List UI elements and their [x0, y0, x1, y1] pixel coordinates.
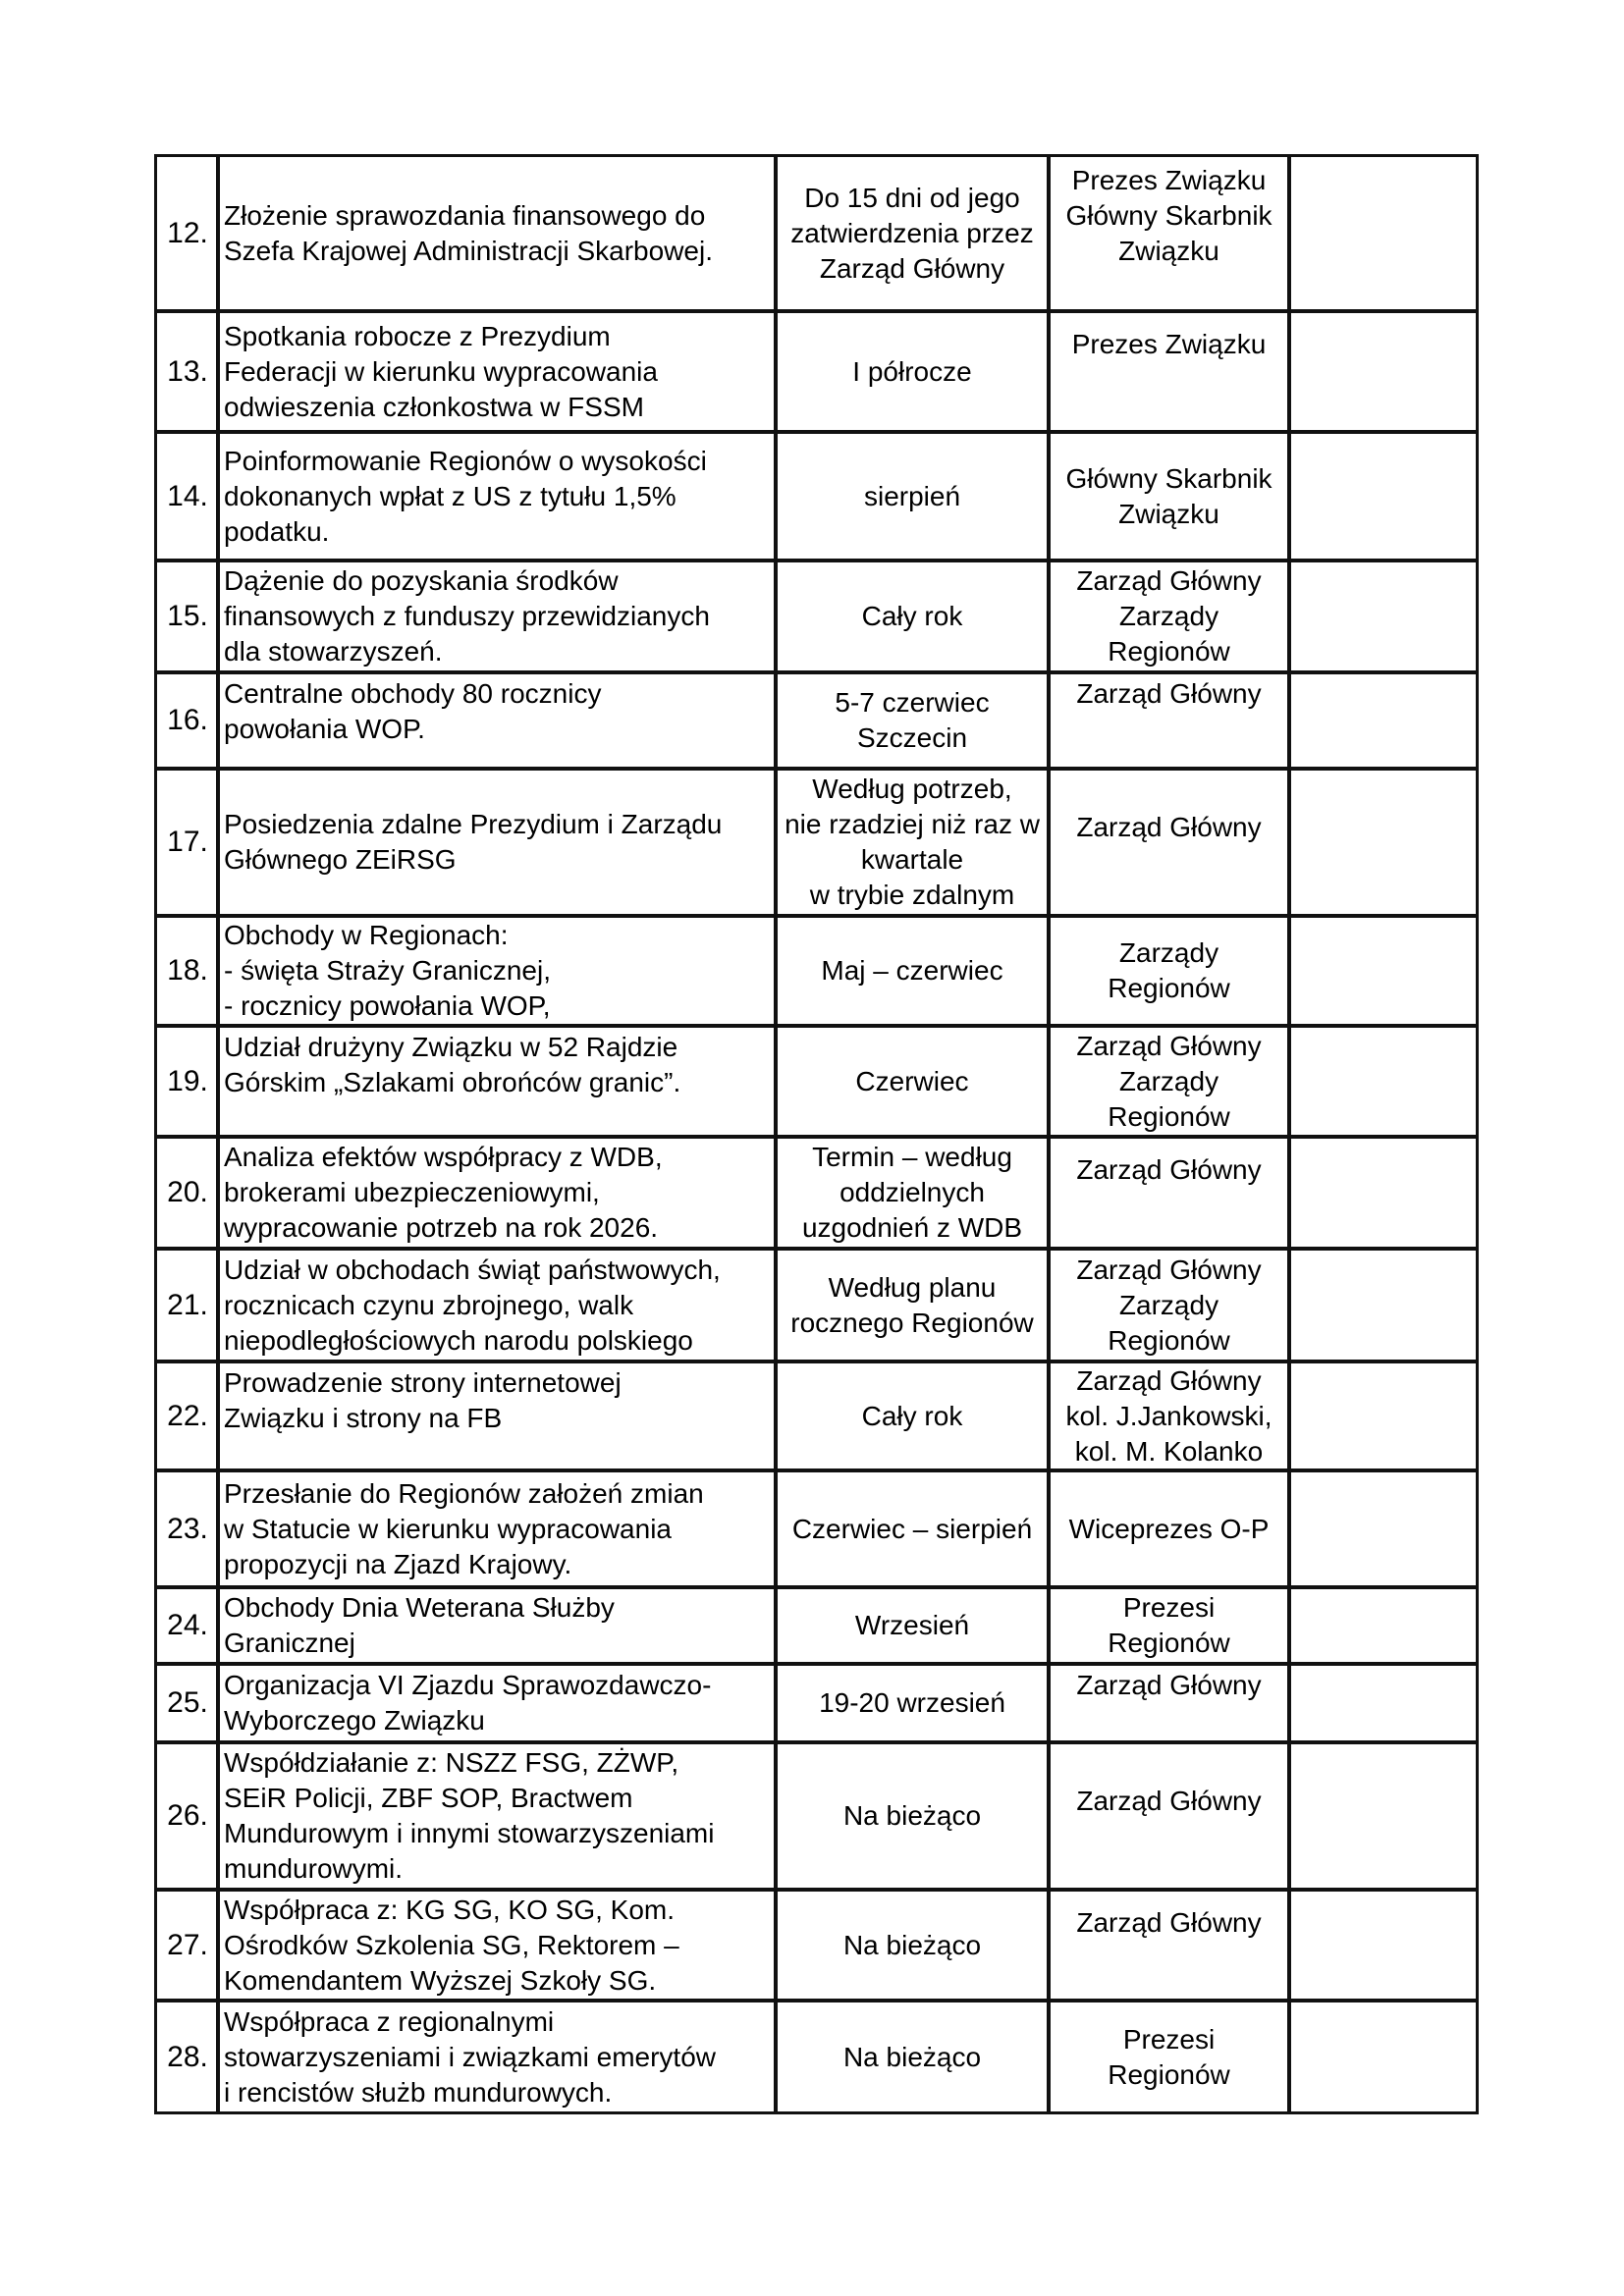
task-line: niepodległościowych narodu polskiego: [224, 1324, 693, 1356]
responsible-line: Prezesi: [1122, 2023, 1216, 2055]
task-line: Posiedzenia zdalne Prezydium i Zarządu: [224, 809, 723, 839]
notes-cell: [1287, 1589, 1476, 1662]
task-line: Granicznej: [224, 1628, 355, 1658]
deadline-line: oddzielnych: [839, 1177, 985, 1207]
row-number: 15.: [167, 600, 208, 632]
responsible-cell: [1047, 1139, 1287, 1247]
deadline-line: Maj – czerwiec: [821, 955, 1003, 986]
deadline-line: I półrocze: [852, 355, 972, 387]
action-plan-table: [154, 154, 1479, 2114]
responsible-line: Zarząd Główny: [1076, 812, 1262, 842]
notes-cell: [1287, 771, 1476, 914]
row-number: 28.: [167, 2040, 208, 2073]
row-number: 24.: [167, 1609, 208, 1641]
responsible-line: Regionów: [1108, 1100, 1230, 1132]
row-number: 27.: [167, 1928, 208, 1961]
task-cell: [216, 1892, 774, 1999]
notes-cell: [1287, 918, 1476, 1024]
task-line: Dążenie do pozyskania środków: [224, 565, 619, 596]
task-line: wypracowanie potrzeb na rok 2026.: [224, 1212, 659, 1243]
task-line: propozycji na Zjazd Krajowy.: [224, 1548, 572, 1579]
notes-cell: [1287, 562, 1476, 670]
deadline-line: sierpień: [863, 480, 961, 511]
responsible-line: Zarząd Główny: [1076, 1907, 1262, 1938]
notes-cell: [1287, 1472, 1476, 1585]
task-line: - rocznicy powołania WOP,: [224, 990, 551, 1021]
responsible-cell: [1047, 1363, 1287, 1468]
task-line: podatku.: [224, 515, 330, 547]
responsible-cell: [1047, 674, 1287, 767]
table-row: [157, 1247, 1476, 1360]
responsible-line: Związku: [1118, 236, 1219, 266]
task-line: Szefa Krajowej Administracji Skarbowej.: [224, 235, 713, 266]
task-cell: [216, 1363, 774, 1468]
deadline-line: Na bieżąco: [842, 1929, 982, 1960]
responsible-line: Zarządy: [1118, 937, 1219, 968]
table-row: [157, 1024, 1476, 1135]
responsible-cell: [1047, 313, 1287, 430]
deadline-line: Na bieżąco: [842, 1800, 982, 1831]
row-number: 22.: [167, 1399, 208, 1432]
deadline-line: 5-7 czerwiec: [835, 687, 990, 718]
task-cell: [216, 157, 774, 309]
row-number: 17.: [167, 826, 208, 858]
task-cell: [216, 2002, 774, 2111]
deadline-cell: [774, 1472, 1047, 1585]
table-row: [157, 430, 1476, 559]
task-line: Głównego ZEiRSG: [224, 844, 457, 875]
deadline-line: zatwierdzenia przez: [790, 217, 1034, 248]
task-cell: [216, 1744, 774, 1888]
responsible-line: Zarząd Główny: [1076, 1154, 1262, 1185]
task-line: SEiR Policji, ZBF SOP, Bractwem: [224, 1783, 633, 1813]
task-line: Komendantem Wyższej Szkoły SG.: [224, 1964, 657, 1996]
table-row: [157, 1585, 1476, 1662]
responsible-cell: [1047, 918, 1287, 1024]
responsible-line: Zarząd Główny: [1076, 1670, 1262, 1700]
table-row: [157, 157, 1476, 309]
responsible-cell: [1047, 771, 1287, 914]
responsible-line: Regionów: [1108, 973, 1230, 1003]
task-cell: [216, 674, 774, 767]
task-cell: [216, 1251, 774, 1360]
responsible-line: Zarząd Główny: [1076, 1786, 1262, 1816]
row-number: 19.: [167, 1064, 208, 1097]
responsible-line: Główny Skarbnik: [1065, 462, 1272, 494]
deadline-cell: [774, 1744, 1047, 1888]
task-line: Mundurowym i innymi stowarzyszeniami: [224, 1818, 715, 1848]
notes-cell: [1287, 1666, 1476, 1740]
table-row: [157, 1888, 1476, 1999]
deadline-line: Cały rok: [861, 1400, 963, 1431]
task-line: Wyborczego Związku: [224, 1705, 485, 1735]
task-line: Górskim „Szlakami obrońców granic”.: [224, 1067, 681, 1097]
deadline-cell: [774, 157, 1047, 309]
task-line: dla stowarzyszeń.: [224, 636, 443, 667]
responsible-line: kol. M. Kolanko: [1074, 1435, 1264, 1467]
task-line: Analiza efektów współpracy z WDB,: [224, 1142, 663, 1172]
responsible-line: Zarząd Główny: [1076, 1030, 1262, 1061]
task-line: Spotkania robocze z Prezydium: [224, 320, 611, 351]
row-number: 14.: [167, 479, 208, 512]
notes-cell: [1287, 434, 1476, 559]
responsible-cell: [1047, 1892, 1287, 1999]
task-line: Centralne obchody 80 rocznicy: [224, 678, 602, 709]
row-number: 13.: [167, 354, 208, 388]
deadline-cell: [774, 1363, 1047, 1468]
task-line: Obchody w Regionach:: [224, 920, 509, 950]
deadline-line: kwartale: [860, 844, 964, 875]
task-line: Udział drużyny Związku w 52 Rajdzie: [224, 1032, 678, 1062]
deadline-cell: [774, 313, 1047, 430]
row-number: 12.: [167, 216, 208, 249]
task-line: Poinformowanie Regionów o wysokości: [224, 445, 707, 476]
deadline-line: Cały rok: [861, 601, 963, 631]
responsible-cell: [1047, 1666, 1287, 1740]
row-number: 21.: [167, 1288, 208, 1321]
responsible-line: Zarząd Główny: [1076, 565, 1262, 596]
row-number: 20.: [167, 1176, 208, 1208]
task-cell: [216, 1028, 774, 1135]
row-number: 26.: [167, 1799, 208, 1832]
responsible-line: Zarządy: [1118, 601, 1219, 631]
row-number: 23.: [167, 1512, 208, 1545]
deadline-line: uzgodnień z WDB: [801, 1212, 1023, 1243]
notes-cell: [1287, 2002, 1476, 2111]
table-row: [157, 914, 1476, 1024]
deadline-cell: [774, 674, 1047, 767]
responsible-cell: [1047, 157, 1287, 309]
deadline-cell: [774, 918, 1047, 1024]
task-line: stowarzyszeniami i związkami emerytów: [224, 2041, 717, 2072]
deadline-cell: [774, 1892, 1047, 1999]
responsible-line: Regionów: [1108, 1628, 1230, 1658]
table-row: [157, 1662, 1476, 1740]
responsible-cell: [1047, 1472, 1287, 1585]
row-number: 16.: [167, 704, 208, 736]
task-line: Związku i strony na FB: [224, 1403, 503, 1433]
task-line: i rencistów służb mundurowych.: [224, 2076, 613, 2108]
task-line: Udział w obchodach świąt państwowych,: [224, 1254, 721, 1285]
responsible-line: Główny Skarbnik: [1065, 200, 1272, 231]
responsible-cell: [1047, 1251, 1287, 1360]
task-line: Złożenie sprawozdania finansowego do: [224, 199, 706, 231]
notes-cell: [1287, 1251, 1476, 1360]
task-cell: [216, 1472, 774, 1585]
task-line: Współpraca z: KG SG, KO SG, Kom.: [224, 1894, 676, 1925]
responsible-line: Związku: [1118, 498, 1219, 529]
table-row: [157, 1740, 1476, 1888]
responsible-line: Prezesi: [1122, 1592, 1216, 1623]
deadline-cell: [774, 1666, 1047, 1740]
table-row: [157, 670, 1476, 767]
responsible-line: Zarząd Główny: [1076, 678, 1262, 709]
notes-cell: [1287, 1892, 1476, 1999]
responsible-cell: [1047, 434, 1287, 559]
task-line: powołania WOP.: [224, 714, 425, 744]
task-cell: [216, 313, 774, 430]
task-cell: [216, 434, 774, 559]
task-line: mundurowymi.: [224, 1853, 404, 1884]
task-line: brokerami ubezpieczeniowymi,: [224, 1177, 600, 1207]
task-cell: [216, 562, 774, 670]
task-line: Współdziałanie z: NSZZ FSG, ZŻWP,: [224, 1747, 679, 1778]
deadline-line: 19-20 wrzesień: [819, 1687, 1005, 1718]
deadline-line: Do 15 dni od jego: [804, 182, 1020, 213]
table-row: [157, 1468, 1476, 1585]
notes-cell: [1287, 157, 1476, 309]
table-row: [157, 309, 1476, 430]
task-line: Federacji w kierunku wypracowania: [224, 355, 658, 387]
responsible-line: Regionów: [1108, 1324, 1230, 1356]
responsible-line: Zarządy: [1118, 1065, 1219, 1096]
notes-cell: [1287, 1028, 1476, 1135]
notes-cell: [1287, 1744, 1476, 1888]
deadline-line: Czerwiec: [855, 1065, 969, 1096]
deadline-cell: [774, 1139, 1047, 1247]
responsible-line: kol. J.Jankowski,: [1065, 1400, 1272, 1431]
deadline-line: Zarząd Główny: [819, 252, 1005, 284]
table-row: [157, 767, 1476, 914]
responsible-line: Zarząd Główny: [1076, 1364, 1262, 1396]
task-line: Ośrodków Szkolenia SG, Rektorem –: [224, 1929, 679, 1960]
task-line: Współpraca z regionalnymi: [224, 2005, 555, 2037]
deadline-cell: [774, 434, 1047, 559]
responsible-cell: [1047, 1028, 1287, 1135]
responsible-line: Zarząd Główny: [1076, 1254, 1262, 1285]
responsible-line: Zarządy: [1118, 1289, 1219, 1320]
table-row: [157, 1999, 1476, 2111]
task-cell: [216, 1589, 774, 1662]
task-line: odwieszenia członkostwa w FSSM: [224, 391, 644, 422]
notes-cell: [1287, 674, 1476, 767]
deadline-line: Według potrzeb,: [812, 774, 1012, 804]
deadline-cell: [774, 771, 1047, 914]
deadline-line: Termin – według: [812, 1142, 1012, 1172]
responsible-cell: [1047, 562, 1287, 670]
deadline-line: w trybie zdalnym: [809, 880, 1015, 910]
deadline-line: Szczecin: [856, 722, 968, 753]
notes-cell: [1287, 1139, 1476, 1247]
table-row: [157, 1135, 1476, 1247]
deadline-line: Czerwiec – sierpień: [791, 1513, 1033, 1544]
deadline-line: Według planu: [828, 1271, 997, 1303]
task-line: Przesłanie do Regionów założeń zmian: [224, 1477, 704, 1509]
table-row: [157, 1360, 1476, 1468]
row-number: 18.: [167, 954, 208, 987]
row-number: 25.: [167, 1686, 208, 1719]
responsible-cell: [1047, 2002, 1287, 2111]
deadline-line: rocznego Regionów: [790, 1307, 1034, 1338]
task-line: Prowadzenie strony internetowej: [224, 1367, 622, 1398]
task-line: w Statucie w kierunku wypracowania: [224, 1513, 672, 1544]
deadline-line: Wrzesień: [854, 1610, 970, 1640]
task-cell: [216, 1666, 774, 1740]
deadline-cell: [774, 1251, 1047, 1360]
deadline-cell: [774, 2002, 1047, 2111]
task-line: Obchody Dnia Weterana Służby: [224, 1592, 615, 1623]
deadline-cell: [774, 1589, 1047, 1662]
responsible-line: Regionów: [1108, 2058, 1230, 2090]
task-line: Organizacja VI Zjazdu Sprawozdawczo-: [224, 1670, 712, 1700]
responsible-cell: [1047, 1589, 1287, 1662]
task-cell: [216, 771, 774, 914]
deadline-cell: [774, 562, 1047, 670]
deadline-line: nie rzadziej niż raz w: [785, 809, 1040, 839]
responsible-line: Regionów: [1108, 636, 1230, 667]
notes-cell: [1287, 313, 1476, 430]
task-line: dokonanych wpłat z US z tytułu 1,5%: [224, 480, 677, 511]
task-line: - święta Straży Granicznej,: [224, 955, 551, 986]
deadline-cell: [774, 1028, 1047, 1135]
deadline-line: Na bieżąco: [842, 2041, 982, 2072]
responsible-line: Wiceprezes O-P: [1068, 1513, 1270, 1544]
responsible-cell: [1047, 1744, 1287, 1888]
table-row: [157, 559, 1476, 670]
task-cell: [216, 918, 774, 1024]
task-line: finansowych z funduszy przewidzianych: [224, 601, 710, 631]
task-cell: [216, 1139, 774, 1247]
notes-cell: [1287, 1363, 1476, 1468]
task-line: rocznicach czynu zbrojnego, walk: [224, 1289, 634, 1320]
responsible-line: Prezes Związku: [1071, 329, 1267, 359]
responsible-line: Prezes Związku: [1071, 165, 1267, 195]
